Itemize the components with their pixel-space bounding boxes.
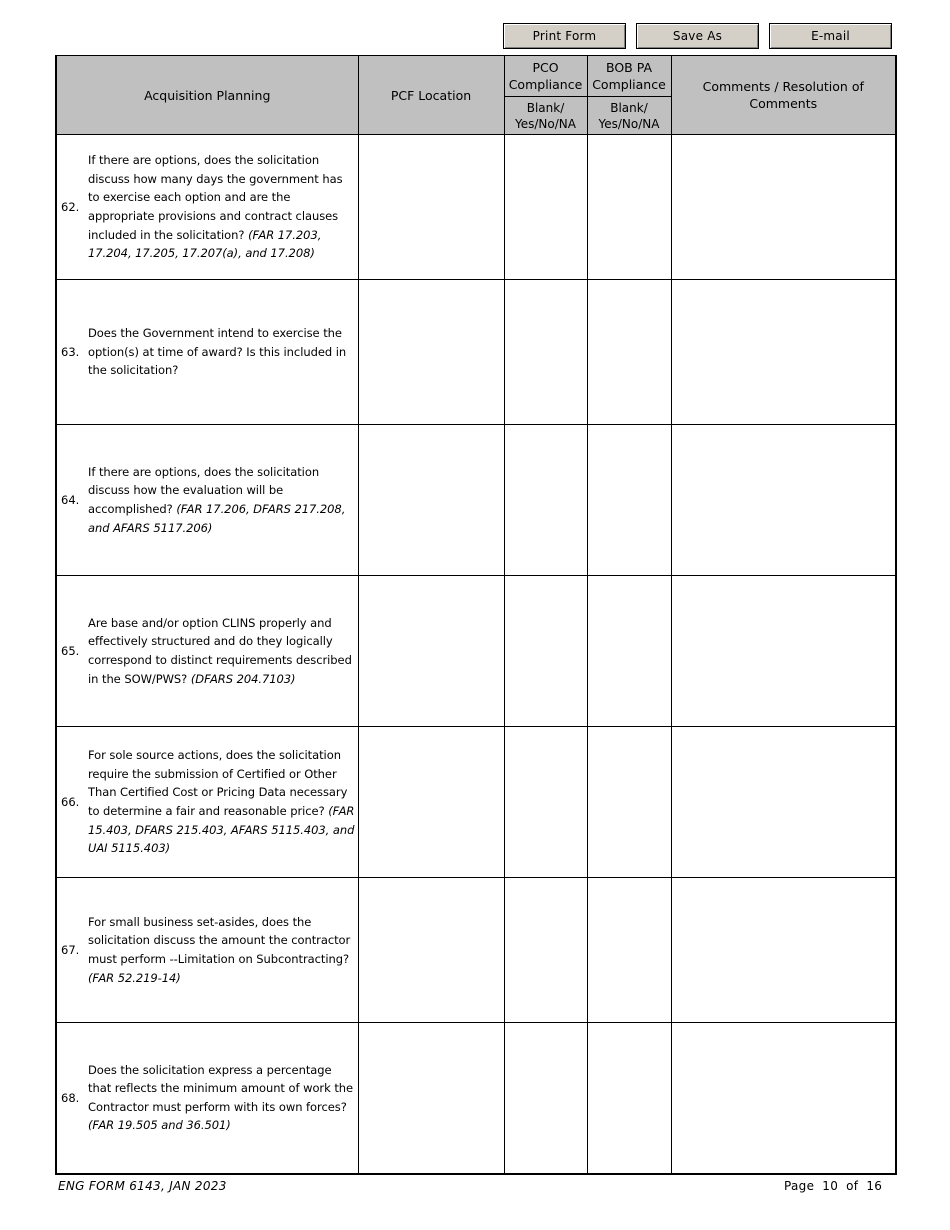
- question-reference: (FAR 19.505 and 36.501): [88, 1118, 231, 1133]
- table-row: [56, 576, 896, 727]
- header-comments: [671, 56, 896, 135]
- page-number: 10: [822, 1179, 839, 1193]
- question-text: [88, 147, 358, 267]
- question-cell: [56, 280, 358, 425]
- pcf-location-field[interactable]: [358, 727, 504, 878]
- question-number: 64.: [61, 493, 80, 507]
- header-bob-answer-options: [587, 97, 671, 135]
- header-pco-line1: PCO: [532, 60, 559, 75]
- header-acquisition-planning: Acquisition Planning: [56, 56, 358, 135]
- table-row: [56, 135, 896, 280]
- comments-field[interactable]: [671, 280, 896, 425]
- question-number: 68.: [61, 1090, 80, 1105]
- bob-compliance-field[interactable]: [587, 135, 671, 280]
- question-text: [88, 320, 358, 384]
- pcf-location-field[interactable]: [358, 280, 504, 425]
- question-body: Does the solicitation express a percentage that reflects the minimum amount of work the Contractor must perform with its own forces?: [88, 1062, 354, 1114]
- question-body: If there are options, does the solicitation discuss how many days the government has to exercise each option and are the appropriate provisions and contract clauses included in the solicitation?: [88, 153, 343, 242]
- header-pco-compliance: [504, 56, 587, 97]
- question-body: Does the Government intend to exercise the option(s) at time of award? Is this included in the solicitation?: [88, 326, 347, 378]
- pco-sub-line2: Yes/No/NA: [515, 116, 576, 131]
- bob-sub-line2: Yes/No/NA: [598, 116, 660, 131]
- comments-field[interactable]: [671, 135, 896, 280]
- question-reference: (DFARS 204.7103): [190, 671, 296, 686]
- question-reference: (FAR 52.219-14): [88, 970, 181, 985]
- bob-compliance-field[interactable]: [587, 727, 671, 878]
- question-text: [88, 1057, 358, 1139]
- header-bob-line1: BOB PA: [605, 60, 653, 75]
- comments-field[interactable]: [671, 878, 896, 1023]
- pco-compliance-field[interactable]: [504, 727, 587, 878]
- print-form-button[interactable]: Print Form: [503, 23, 626, 49]
- table-row: [56, 878, 896, 1023]
- question-body: If there are options, does the solicitation discuss how the evaluation will be accomplished?: [88, 464, 320, 516]
- question-cell: [56, 135, 358, 280]
- question-cell: [56, 878, 358, 1023]
- question-number: 63.: [61, 345, 80, 359]
- comments-field[interactable]: [671, 727, 896, 878]
- question-reference: (FAR 15.403, DFARS 215.403, AFARS 5115.403, and UAI 5115.403): [88, 804, 355, 856]
- question-cell: [56, 1023, 358, 1174]
- question-text: [88, 742, 358, 862]
- form-identifier: ENG FORM 6143, JAN 2023: [58, 1179, 227, 1193]
- bob-sub-line1: Blank/: [610, 100, 648, 115]
- question-body: For sole source actions, does the solicitation require the submission of Certified or Other Than Certified Cost or Pricing Data necessary to determine a fair and reasonable price?: [88, 748, 348, 818]
- comments-field[interactable]: [671, 576, 896, 727]
- pco-compliance-field[interactable]: [504, 576, 587, 727]
- question-text: [88, 909, 358, 991]
- bob-compliance-field[interactable]: [587, 1023, 671, 1174]
- pcf-location-field[interactable]: [358, 425, 504, 576]
- question-text: [88, 610, 358, 692]
- question-body: Are base and/or option CLINS properly and effectively structured and do they logically correspond to distinct requirements described in the SOW/PWS?: [88, 615, 352, 686]
- table-row: [56, 1023, 896, 1174]
- question-number: 62.: [61, 200, 80, 214]
- table-row: [56, 727, 896, 878]
- page-of-label: of: [846, 1179, 859, 1193]
- header-pco-answer-options: [504, 97, 587, 135]
- pcf-location-field[interactable]: [358, 135, 504, 280]
- email-button[interactable]: E-mail: [769, 23, 892, 49]
- pco-compliance-field[interactable]: [504, 425, 587, 576]
- pcf-location-field[interactable]: [358, 878, 504, 1023]
- bob-compliance-field[interactable]: [587, 576, 671, 727]
- pcf-location-field[interactable]: [358, 576, 504, 727]
- question-text: [88, 459, 358, 541]
- question-reference: (FAR 17.203, 17.204, 17.205, 17.207(a), and 17.208): [88, 227, 322, 261]
- save-as-button[interactable]: Save As: [636, 23, 759, 49]
- header-comments-line2: Comments: [749, 96, 818, 111]
- pco-compliance-field[interactable]: [504, 1023, 587, 1174]
- comments-field[interactable]: [671, 425, 896, 576]
- header-pco-line2: Compliance: [508, 77, 583, 92]
- header-bob-line2: Compliance: [592, 77, 666, 92]
- comments-field[interactable]: [671, 1023, 896, 1174]
- bob-compliance-field[interactable]: [587, 878, 671, 1023]
- table-row: [56, 280, 896, 425]
- bob-compliance-field[interactable]: [587, 280, 671, 425]
- question-reference: (FAR 17.206, DFARS 217.208, and AFARS 5117.206): [88, 502, 346, 535]
- page-label: Page: [784, 1179, 815, 1193]
- pco-sub-line1: Blank/: [526, 100, 565, 115]
- question-cell: [56, 425, 358, 576]
- header-bob-pa-compliance: [587, 56, 671, 97]
- question-cell: [56, 727, 358, 878]
- header-comments-line1: Comments / Resolution of: [702, 79, 864, 94]
- question-cell: [56, 576, 358, 727]
- page-indicator: [784, 1179, 890, 1193]
- table-row: [56, 425, 896, 576]
- pco-compliance-field[interactable]: [504, 135, 587, 280]
- checklist-table: [55, 55, 897, 1175]
- pcf-location-field[interactable]: [358, 1023, 504, 1174]
- question-number: 65.: [61, 644, 80, 658]
- form-toolbar: [503, 23, 894, 51]
- question-body: For small business set-asides, does the solicitation discuss the amount the contractor must perform --Limitation on Subcontracting?: [88, 914, 351, 966]
- question-number: 66.: [61, 795, 80, 809]
- pco-compliance-field[interactable]: [504, 878, 587, 1023]
- bob-compliance-field[interactable]: [587, 425, 671, 576]
- page-total: 16: [866, 1179, 883, 1193]
- question-number: 67.: [61, 943, 80, 957]
- header-pcf-location: PCF Location: [358, 56, 504, 135]
- pco-compliance-field[interactable]: [504, 280, 587, 425]
